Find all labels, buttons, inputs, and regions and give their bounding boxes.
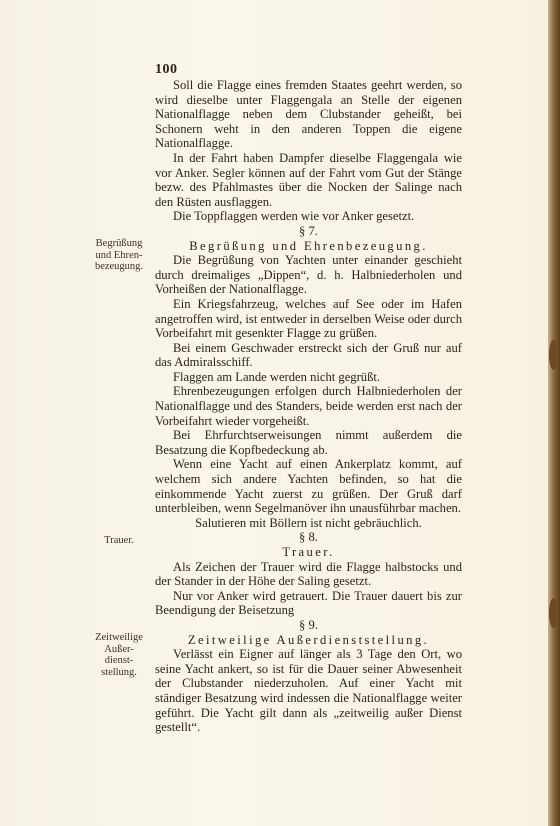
margin-note-greeting: Begrüßung und Ehren- bezeugung. [94,238,144,273]
section-number: § 9. [299,617,318,632]
section-number: § 8. [299,530,318,545]
section-number: § 7. [299,223,318,238]
binding-mark [549,340,558,370]
paragraph: In der Fahrt haben Dampfer dieselbe Flaggengala wie vor Anker. Segler können auf der Fahrt vom Gut der Stänge bezw. des Pfahlmastes über die Nocken der Salinge nach den Rüsten ausflaggen. [155,150,462,209]
paragraph: Als Zeichen der Trauer wird die Flagge halbstocks und der Stander in der Höhe der Saling gesetzt. [155,559,462,589]
section-title: Trauer. [282,545,335,559]
paragraph: Ein Kriegsfahrzeug, welches auf See oder im Hafen angetroffen wird, ist entweder in derselben Weise oder durch Vorbeifahrt mit gesenkter Flagge zu grüßen. [155,296,462,341]
margin-note-decommissioning: Zeitweilige Außer- dienst- stellung. [95,632,143,678]
paragraph: Verlässt ein Eigner auf länger als 3 Tage den Ort, wo seine Yacht ankert, so ist für die Dauer seiner Abwesenheit der Clubstander niederzuholen. Auf einer Yacht mit ständiger Besatzung wird indessen die Nationalflagge weiter geführt. Die Yacht gilt dann als „zeitweilig außer Dienst gestellt“. [155,647,462,735]
paragraph: Salutieren mit Böllern ist nicht gebräuchlich. [195,515,422,530]
paragraph: Soll die Flagge eines fremden Staates geehrt werden, so wird dieselbe unter Flaggengala an Stelle der eigenen Nationalflagge neben dem Clubstander geheißt, bei Schonern weht in den anderen Toppen die eigene Nationalflagge. [155,78,462,151]
paragraph: Die Toppflaggen werden wie vor Anker gesetzt. [173,209,415,224]
paragraph: Die Begrüßung von Yachten unter einander geschieht durch dreimaliges „Dippen“, d. h. Halbniederholen und Vorheißen der Nationalflagge. [155,253,462,297]
section-title: Begrüßung und Ehrenbezeugung. [189,238,428,253]
page-number: 100 [155,62,178,77]
paragraph: Nur vor Anker wird getrauert. Die Trauer dauert bis zur Beendigung der Beisetzung [155,588,462,618]
paragraph: Flaggen am Lande werden nicht gegrüßt. [173,369,381,384]
paragraph: Wenn eine Yacht auf einen Ankerplatz kommt, auf welchem sich andere Yachten befinden, so hat die einkommende Yacht zuerst zu grüßen. Der Gruß darf unterbleiben, wenn Segelmanöver ihn unausführbar machen. [155,457,462,516]
body-text [155,78,462,735]
paragraph: Bei Ehrfurchtserweisungen nimmt außerdem die Besatzung die Kopfbedeckung ab. [155,428,462,457]
paragraph: Bei einem Geschwader erstreckt sich der Gruß nur auf das Admiralsschiff. [155,340,462,370]
section-title: Zeitweilige Außerdienststellung. [187,632,430,647]
binding-mark [549,598,558,628]
paragraph: Ehrenbezeugungen erfolgen durch Halbniederholen der Nationalflagge und des Standers, beide werden erst nach der Vorbeifahrt wieder vorgeheißt. [155,384,462,428]
margin-note-mourning: Trauer. [104,535,134,546]
book-spine [548,0,560,826]
